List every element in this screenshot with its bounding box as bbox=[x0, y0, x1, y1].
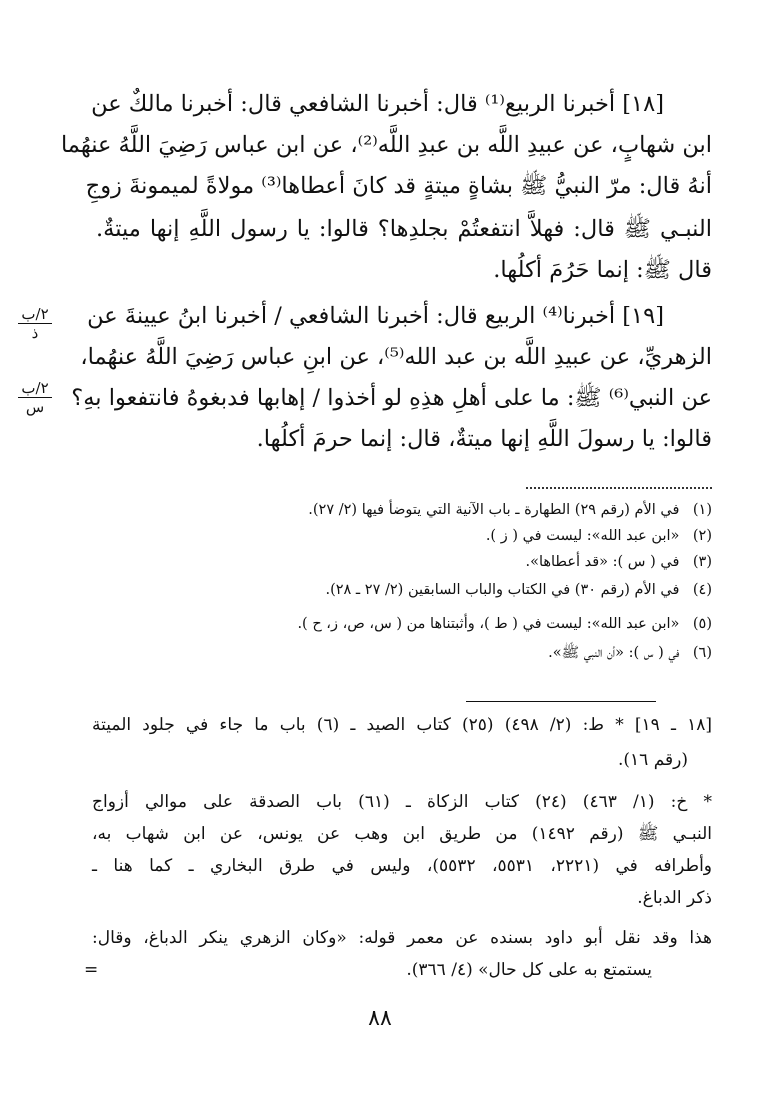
footnote-4-text: في الأم (رقم ٣٠) في الكتاب والباب السابقين (٢/ ٢٧ ـ ٢٨). bbox=[325, 582, 680, 598]
reference-line-3: * خ: (١/ ٤٦٣) (٢٤) كتاب الزكاة ـ (٦١) باب الصدقة على موالي أزواج bbox=[92, 792, 712, 812]
hadith-19-line-3: عن النبي⁽⁶⁾ ﷺ: ما على أهلِ هذِهِ لو أخذوا / إهابها فدبغوهُ فانتفعوا بهِ؟ bbox=[71, 385, 712, 411]
continuation-mark: = bbox=[84, 960, 99, 980]
reference-line-6: ذكر الدباغ. bbox=[637, 888, 712, 908]
hadith-18-line-3: أنهُ قال: مرّ النبيُّ ﷺ بشاةٍ ميتةٍ قد كانَ أعطاها⁽³⁾ مولاةً لميمونةَ زوجِ bbox=[85, 173, 712, 199]
reference-line-7: هذا وقد نقل أبو داود بسنده عن معمر قوله: «وكان الزهري ينكر الدباغ، وقال: bbox=[92, 928, 712, 948]
footnote-3-text: في ( س ): «قد أعطاها». bbox=[525, 554, 680, 570]
footnote-1-number: (١) bbox=[692, 502, 712, 518]
margin-mark-2-folio: ٢/ب bbox=[18, 380, 52, 398]
reference-line-4: النبـي ﷺ (رقم ١٤٩٢) من طريق ابن وهب عن يونس، عن ابن شهاب به، bbox=[92, 824, 712, 844]
footnote-2-text: «ابن عبد الله»: ليست في ( ز ). bbox=[485, 528, 680, 544]
reference-line-2: (رقم ١٦). bbox=[618, 750, 688, 770]
footnote-2 bbox=[72, 523, 712, 549]
footnote-6-text: في ( س ): «أن النبي ﷺ». bbox=[548, 645, 680, 661]
hadith-18-line-4: النبـي ﷺ قال: فهلاَّ انتفعتُمْ بجلدِها؟ قالوا: يا رسول اللَّهِ إنها ميتةٌ. bbox=[96, 216, 712, 242]
reference-line-1: [١٨ ـ ١٩] * ط: (٢/ ٤٩٨) (٢٥) كتاب الصيد ـ (٦) باب ما جاء في جلود الميتة bbox=[92, 715, 713, 735]
footnote-5-number: (٥) bbox=[692, 616, 712, 632]
footnote-3 bbox=[72, 549, 712, 575]
margin-mark-1-folio: ٢/ب bbox=[18, 306, 52, 324]
footnote-2-number: (٢) bbox=[692, 528, 712, 544]
margin-mark-1 bbox=[18, 306, 52, 341]
footnote-6 bbox=[72, 640, 712, 666]
hadith-18-line-2: ابن شهابٍ، عن عبيدِ اللَّه بن عبدِ اللَّه⁽²⁾، عن ابن عباس رَضِيَ اللَّهُ عنهُما bbox=[60, 132, 712, 158]
footnote-separator bbox=[526, 487, 712, 489]
margin-mark-1-siglum: ذ bbox=[31, 324, 39, 342]
footnote-3-number: (٣) bbox=[692, 554, 712, 570]
footnote-1-text: في الأم (رقم ٢٩) الطهارة ـ باب الآنية التي يتوضأ فيها (٢/ ٢٧). bbox=[308, 502, 680, 518]
footnote-5-text: «ابن عبد الله»: ليست في ( ط )، وأثبتناها من ( س، ص، ز، ح ). bbox=[297, 616, 680, 632]
page-number: ٨٨ bbox=[368, 1006, 392, 1031]
footnote-6-number: (٦) bbox=[692, 645, 712, 661]
hadith-19-line-4: قالوا: يا رسولَ اللَّهِ إنها ميتةٌ، قال: إنما حرمَ أكلُها. bbox=[256, 426, 712, 452]
reference-line-8: يستمتع به على كل حال» (٤/ ٣٦٦). bbox=[406, 960, 652, 980]
footnote-5 bbox=[72, 611, 712, 637]
references-separator bbox=[466, 701, 656, 702]
hadith-19-line-2: الزهريِّ، عن عبيدِ اللَّه بن عبد الله⁽⁵⁾، عن ابنِ عباس رَضِيَ اللَّهُ عنهُما، bbox=[80, 344, 712, 370]
hadith-18-line-5: قال ﷺ: إنما حَرُمَ أكلُها. bbox=[493, 257, 712, 283]
margin-mark-2 bbox=[18, 380, 52, 415]
reference-line-5: وأطرافه في (٢٢٢١، ٥٥٣١، ٥٥٣٢)، وليس في طرق البخاري ـ كما هنا ـ bbox=[92, 856, 713, 876]
margin-mark-2-siglum: س bbox=[25, 398, 45, 416]
footnote-4 bbox=[72, 577, 712, 603]
hadith-18-line-1: [١٨] أخبرنا الربيع⁽¹⁾ قال: أخبرنا الشافعي قال: أخبرنا مالكٌ عن bbox=[91, 91, 664, 117]
hadith-19-line-1: [١٩] أخبرنا⁽⁴⁾ الربيع قال: أخبرنا الشافعي / أخبرنا ابنُ عيينةَ عن bbox=[87, 303, 664, 329]
footnote-4-number: (٤) bbox=[692, 582, 712, 598]
footnote-1 bbox=[72, 497, 712, 523]
